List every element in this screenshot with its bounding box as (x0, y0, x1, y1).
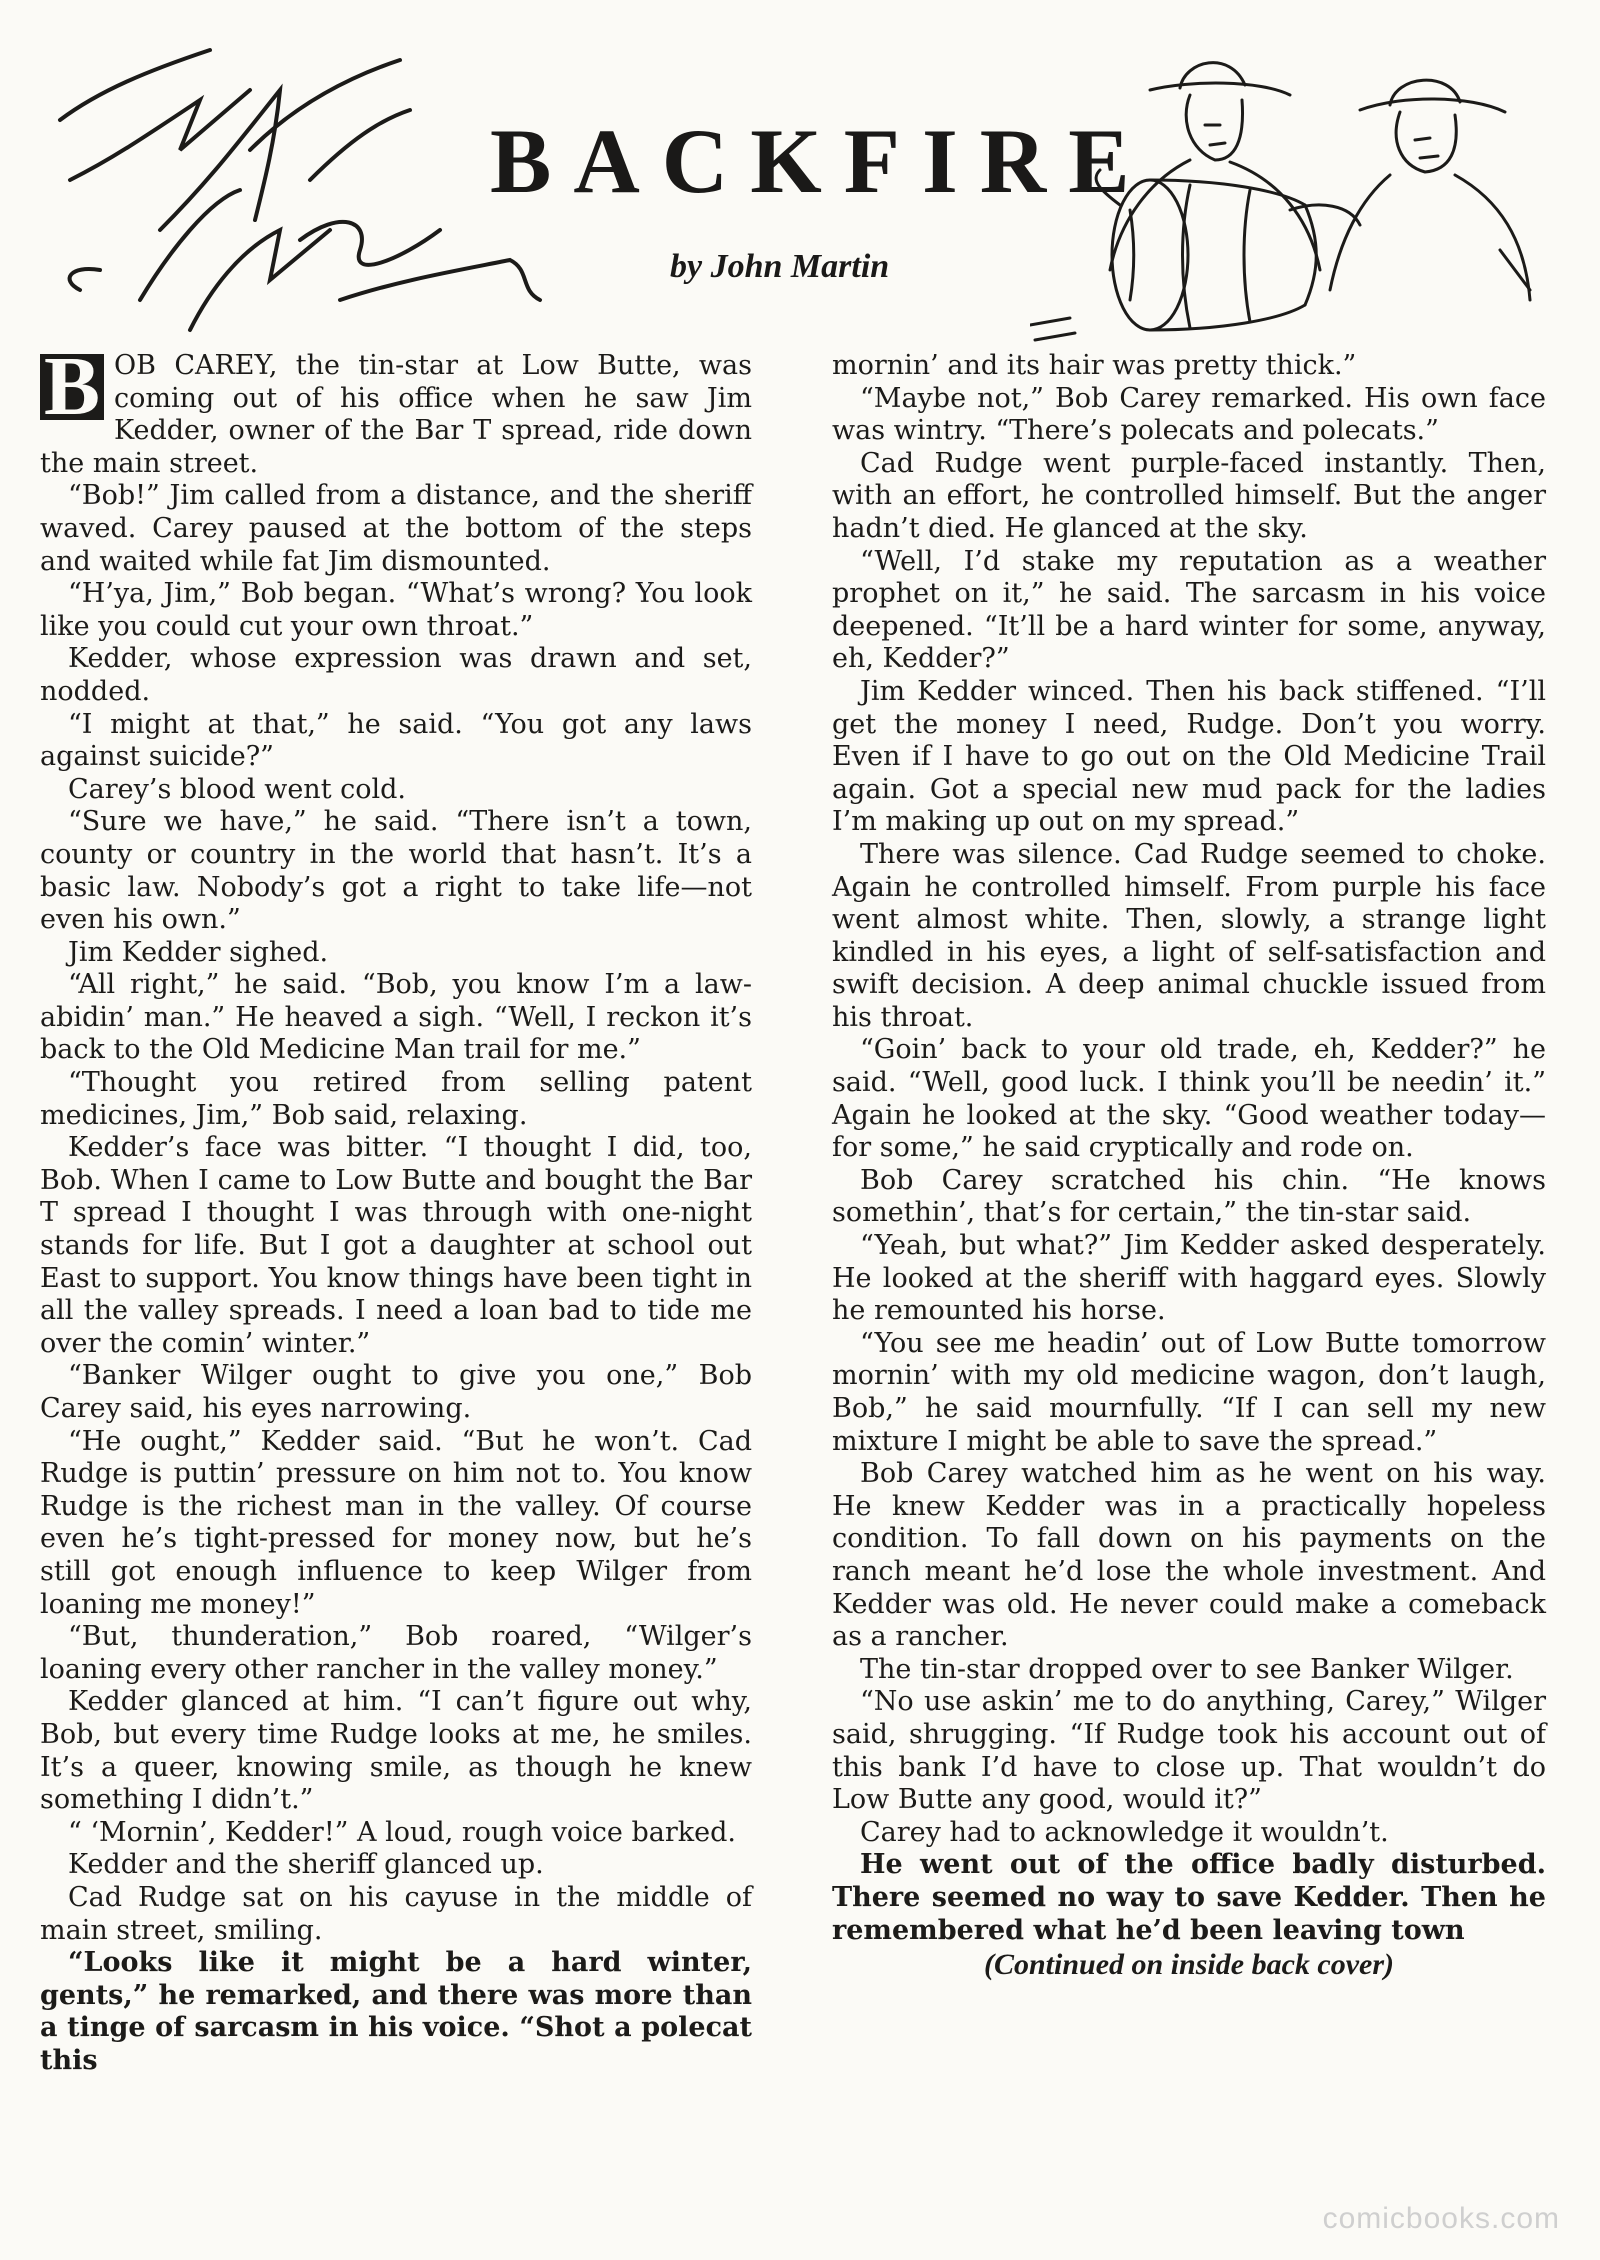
story-paragraph: “Thought you retired from selling patent medicines, Jim,” Bob said, relaxing. (40, 1067, 752, 1131)
story-paragraph: There was silence. Cad Rudge seemed to choke. Again he controlled himself. From purple his face went almost white. Then, slowly, a strange light kindled in his eyes, a light of self-satisfaction and swift decision. A deep animal chuckle issued from his throat. (832, 838, 1546, 1033)
story-paragraph: Jim Kedder sighed. (68, 936, 329, 968)
story-paragraph: Jim Kedder winced. Then his back stiffened. “I’ll get the money I need, Rudge. Don’t you worry. Even if I have to go out on the Old Medicine Trail again. Got a special new mud pack for the ladies I’m making up out on my spread.” (832, 675, 1546, 838)
story-paragraph: Kedder’s face was bitter. “I thought I did, too, Bob. When I came to Low Butte and bought the Bar T spread I thought I was through with one-night stands for life. But I got a daughter at school out East to support. You know things have been tight in all the valley spreads. I need a loan bad to tide me over the comin’ winter.” (40, 1132, 752, 1359)
story-paragraph: “All right,” he said. “Bob, you know I’m a law-abidin’ man.” He heaved a sigh. “Well, I reckon it’s back to the Old Medicine Man trail for me.” (40, 969, 752, 1066)
story-column-left (40, 340, 752, 2077)
story-paragraph: Bob Carey watched him as he went on his way. He knew Kedder was in a practically hopeless condition. To fall down on his payments on the ranch meant he’d lose the whole investment. And Kedder was old. He never could make a comeback as a rancher. (832, 1458, 1546, 1653)
story-paragraph: “Bob!” Jim called from a distance, and the sheriff waved. Carey paused at the bottom of the steps and waited while fat Jim dismounted. (40, 480, 752, 577)
story-column-right (832, 350, 1546, 1982)
story-paragraph: “But, thunderation,” Bob roared, “Wilger’s loaning every other rancher in the valley money.” (40, 1621, 752, 1685)
story-paragraph: The tin-star dropped over to see Banker Wilger. (860, 1653, 1514, 1685)
watermark: comicbooks.com (1322, 2202, 1560, 2235)
story-paragraph: mornin’ and its hair was pretty thick.” (832, 350, 1357, 381)
story-paragraph: “ ‘Mornin’, Kedder!” A loud, rough voice barked. (68, 1816, 736, 1848)
story-paragraph: Cad Rudge sat on his cayuse in the middle of main street, smiling. (40, 1881, 752, 1946)
story-paragraph: “Banker Wilger ought to give you one,” Bob Carey said, his eyes narrowing. (40, 1360, 752, 1424)
story-paragraph: “H’ya, Jim,” Bob began. “What’s wrong? You look like you could cut your own throat.” (40, 578, 752, 642)
story-paragraph: “Maybe not,” Bob Carey remarked. His own face was wintry. “There’s polecats and polecats.” (832, 382, 1546, 447)
story-paragraph: Carey’s blood went cold. (68, 773, 407, 805)
story-title: BACKFIRE (490, 110, 1152, 212)
story-paragraph: “Well, I’d stake my reputation as a weather prophet on it,” he said. The sarcasm in his voice deepened. “It’ll be a hard winter for some, anyway, eh, Kedder?” (832, 545, 1546, 675)
story-paragraph: “Looks like it might be a hard winter, gents,” he remarked, and there was more than a tinge of sarcasm in his voice. “Shot a polecat this (40, 1947, 752, 2076)
story-paragraph: “I might at that,” he said. “You got any laws against suicide?” (40, 708, 752, 773)
paragraph-text: OB CAREY, the tin-star at Low Butte, was coming out of his office when he saw Jim Kedder, owner of the Bar T spread, ride down the main street. (40, 350, 752, 479)
story-paragraph: Kedder, whose expression was drawn and set, nodded. (40, 643, 752, 707)
story-paragraph: Cad Rudge went purple-faced instantly. Then, with an effort, he controlled himself. But the anger hadn’t died. He glanced at the sky. (832, 447, 1546, 544)
continued-notice: (Continued on inside back cover) (984, 1948, 1394, 1982)
drop-cap: B (40, 354, 104, 420)
story-paragraph: “Goin’ back to your old trade, eh, Kedder?” he said. “Well, good luck. I think you’ll be needin’ it.” Again he looked at the sky. “Good weather today—for some,” he said cryptically and rode on. (832, 1034, 1546, 1164)
story-paragraph: “No use askin’ me to do anything, Carey,” Wilger said, shrugging. “If Rudge took his account out of this bank I’d have to close up. That wouldn’t do Low Butte any good, would it?” (832, 1686, 1546, 1816)
story-paragraph: “You see me headin’ out of Low Butte tomorrow mornin’ with my old medicine wagon, don’t laugh, Bob,” he said mournfully. “If I can sell my new mixture I might be able to save the spread.” (832, 1327, 1546, 1457)
story-paragraph: Carey had to acknowledge it wouldn’t. (860, 1816, 1389, 1848)
story-paragraph: He went out of the office badly disturbed. There seemed no way to save Kedder. Then he remembered what he’d been leaving town (832, 1849, 1546, 1946)
story-paragraph: Bob Carey scratched his chin. “He knows somethin’, that’s for certain,” the tin-star said. (832, 1164, 1546, 1229)
story-paragraph: “Sure we have,” he said. “There isn’t a town, county or country in the world that hasn’t. It’s a basic law. Nobody’s got a right to take life—not even his own.” (40, 806, 752, 936)
story-paragraph (40, 340, 752, 480)
story-paragraph: “Yeah, but what?” Jim Kedder asked desperately. He looked at the sheriff with haggard eyes. Slowly he remounted his horse. (832, 1230, 1546, 1327)
story-paragraph: “He ought,” Kedder said. “But he won’t. Cad Rudge is puttin’ pressure on him not to. You know Rudge is the richest man in the valley. Of course even he’s tight-pressed for money now, but he’s still got enough influence to keep Wilger from loaning me money!” (40, 1425, 752, 1620)
story-paragraph: Kedder glanced at him. “I can’t figure out why, Bob, but every time Rudge looks at me, he smiles. It’s a queer, knowing smile, as though he knew something I didn’t.” (40, 1686, 752, 1816)
story-paragraph: Kedder and the sheriff glanced up. (68, 1849, 544, 1881)
byline: by John Martin (670, 248, 890, 285)
cowboys-with-barrel-illustration (1030, 40, 1550, 360)
